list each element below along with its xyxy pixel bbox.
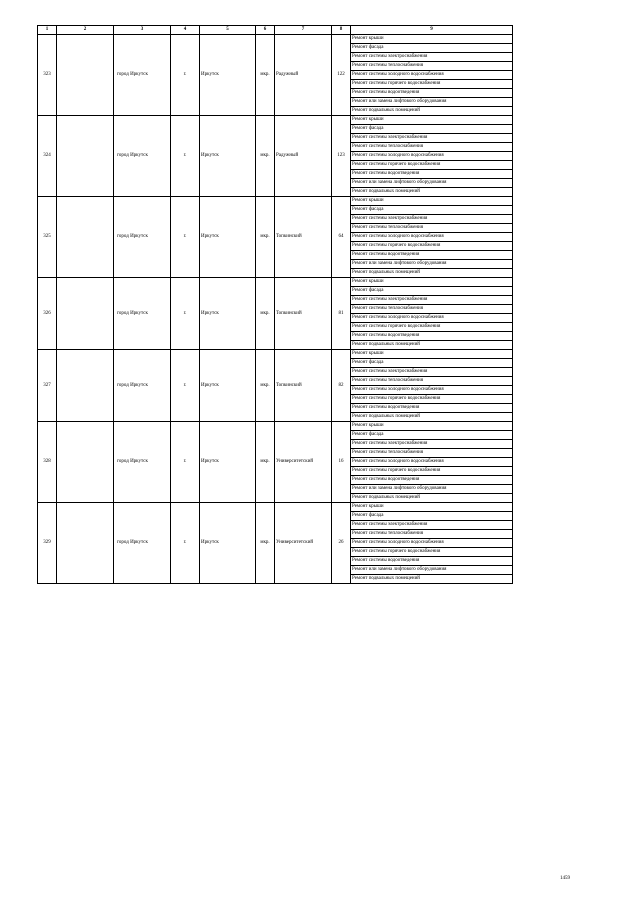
work-item: Ремонт системы электроснабжения: [351, 215, 513, 224]
work-item: Ремонт системы теплоснабжения: [351, 449, 513, 458]
place-type-cell: мкр.: [256, 278, 275, 350]
table-row: [38, 278, 513, 287]
row-number: 324: [38, 116, 57, 197]
work-item: Ремонт крыши: [351, 422, 513, 431]
settlement-type-cell: г.: [171, 197, 200, 278]
header-col-3: 3: [114, 26, 171, 35]
work-item: Ремонт фасада: [351, 44, 513, 53]
header-col-4: 4: [171, 26, 200, 35]
work-item: Ремонт крыши: [351, 278, 513, 287]
work-item: Ремонт системы горячего водоснабжения: [351, 467, 513, 476]
work-item: Ремонт системы горячего водоснабжения: [351, 395, 513, 404]
table-body: [38, 35, 513, 584]
work-item: Ремонт подвальных помещений: [351, 107, 513, 116]
settlement-cell: Иркутск: [200, 422, 256, 503]
repair-table: [37, 25, 513, 584]
table-row: [38, 197, 513, 206]
place-type-cell: мкр.: [256, 503, 275, 584]
settlement-cell: Иркутск: [200, 197, 256, 278]
house-number-cell: 82: [332, 350, 351, 422]
locality-cell: город Иркутск: [114, 350, 171, 422]
header-col-7: 7: [275, 26, 332, 35]
work-item: Ремонт или замена лифтового оборудования: [351, 179, 513, 188]
row-number: 328: [38, 422, 57, 503]
work-item: Ремонт фасада: [351, 125, 513, 134]
settlement-type-cell: г.: [171, 278, 200, 350]
place-type-cell: мкр.: [256, 116, 275, 197]
work-item: Ремонт системы теплоснабжения: [351, 143, 513, 152]
page-number: 1459: [560, 876, 570, 881]
header-col-2: 2: [57, 26, 114, 35]
settlement-cell: Иркутск: [200, 116, 256, 197]
empty-cell: [57, 197, 114, 278]
work-item: Ремонт системы горячего водоснабжения: [351, 323, 513, 332]
work-item: Ремонт крыши: [351, 503, 513, 512]
work-item: Ремонт подвальных помещений: [351, 188, 513, 197]
work-item: Ремонт системы электроснабжения: [351, 296, 513, 305]
settlement-cell: Иркутск: [200, 278, 256, 350]
place-type-cell: мкр.: [256, 35, 275, 116]
header-row: [38, 26, 513, 35]
header-col-8: 8: [332, 26, 351, 35]
work-item: Ремонт системы холодного водоснабжения: [351, 386, 513, 395]
settlement-cell: Иркутск: [200, 503, 256, 584]
work-item: Ремонт системы электроснабжения: [351, 134, 513, 143]
work-item: Ремонт крыши: [351, 35, 513, 44]
work-item: Ремонт системы горячего водоснабжения: [351, 161, 513, 170]
work-item: Ремонт системы теплоснабжения: [351, 305, 513, 314]
header-col-6: 6: [256, 26, 275, 35]
place-name-cell: Топкинский: [275, 350, 332, 422]
settlement-type-cell: г.: [171, 116, 200, 197]
place-name-cell: Радужный: [275, 35, 332, 116]
table-row: [38, 422, 513, 431]
header-col-5: 5: [200, 26, 256, 35]
work-item: Ремонт крыши: [351, 116, 513, 125]
work-item: Ремонт подвальных помещений: [351, 494, 513, 503]
row-number: 329: [38, 503, 57, 584]
work-item: Ремонт системы электроснабжения: [351, 440, 513, 449]
work-item: Ремонт фасада: [351, 359, 513, 368]
table-row: [38, 35, 513, 44]
place-name-cell: Топкинский: [275, 278, 332, 350]
work-item: Ремонт фасада: [351, 287, 513, 296]
work-item: Ремонт или замена лифтового оборудования: [351, 566, 513, 575]
settlement-type-cell: г.: [171, 422, 200, 503]
work-item: Ремонт или замена лифтового оборудования: [351, 98, 513, 107]
locality-cell: город Иркутск: [114, 422, 171, 503]
work-item: Ремонт фасада: [351, 431, 513, 440]
work-item: Ремонт системы теплоснабжения: [351, 530, 513, 539]
work-item: Ремонт подвальных помещений: [351, 269, 513, 278]
work-item: Ремонт подвальных помещений: [351, 413, 513, 422]
work-item: Ремонт системы горячего водоснабжения: [351, 548, 513, 557]
work-item: Ремонт фасада: [351, 512, 513, 521]
locality-cell: город Иркутск: [114, 116, 171, 197]
work-item: Ремонт или замена лифтового оборудования: [351, 260, 513, 269]
house-number-cell: 16: [332, 422, 351, 503]
house-number-cell: 123: [332, 116, 351, 197]
work-item: Ремонт системы теплоснабжения: [351, 377, 513, 386]
work-item: Ремонт системы водоотведения: [351, 332, 513, 341]
locality-cell: город Иркутск: [114, 278, 171, 350]
settlement-cell: Иркутск: [200, 35, 256, 116]
locality-cell: город Иркутск: [114, 197, 171, 278]
row-number: 325: [38, 197, 57, 278]
work-item: Ремонт системы водоотведения: [351, 170, 513, 179]
work-item: Ремонт фасада: [351, 206, 513, 215]
work-item: Ремонт системы холодного водоснабжения: [351, 458, 513, 467]
table-row: [38, 503, 513, 512]
work-item: Ремонт системы холодного водоснабжения: [351, 233, 513, 242]
empty-cell: [57, 116, 114, 197]
work-item: Ремонт или замена лифтового оборудования: [351, 485, 513, 494]
work-item: Ремонт системы горячего водоснабжения: [351, 242, 513, 251]
place-type-cell: мкр.: [256, 350, 275, 422]
work-item: Ремонт системы горячего водоснабжения: [351, 80, 513, 89]
work-item: Ремонт системы холодного водоснабжения: [351, 539, 513, 548]
place-name-cell: Топкинский: [275, 197, 332, 278]
work-item: Ремонт подвальных помещений: [351, 575, 513, 584]
work-item: Ремонт подвальных помещений: [351, 341, 513, 350]
empty-cell: [57, 278, 114, 350]
empty-cell: [57, 422, 114, 503]
work-item: Ремонт системы холодного водоснабжения: [351, 314, 513, 323]
row-number: 327: [38, 350, 57, 422]
work-item: Ремонт системы теплоснабжения: [351, 224, 513, 233]
settlement-type-cell: г.: [171, 503, 200, 584]
row-number: 323: [38, 35, 57, 116]
work-item: Ремонт системы электроснабжения: [351, 368, 513, 377]
work-item: Ремонт системы водоотведения: [351, 476, 513, 485]
work-item: Ремонт системы водоотведения: [351, 251, 513, 260]
header-col-9: 9: [351, 26, 513, 35]
house-number-cell: 81: [332, 278, 351, 350]
work-item: Ремонт системы теплоснабжения: [351, 62, 513, 71]
work-item: Ремонт системы холодного водоснабжения: [351, 71, 513, 80]
work-item: Ремонт системы водоотведения: [351, 557, 513, 566]
header-col-1: 1: [38, 26, 57, 35]
work-item: Ремонт системы водоотведения: [351, 89, 513, 98]
empty-cell: [57, 350, 114, 422]
empty-cell: [57, 35, 114, 116]
work-item: Ремонт системы электроснабжения: [351, 53, 513, 62]
place-type-cell: мкр.: [256, 422, 275, 503]
place-name-cell: Университетский: [275, 503, 332, 584]
house-number-cell: 64: [332, 197, 351, 278]
row-number: 326: [38, 278, 57, 350]
work-item: Ремонт системы электроснабжения: [351, 521, 513, 530]
place-name-cell: Радужный: [275, 116, 332, 197]
locality-cell: город Иркутск: [114, 35, 171, 116]
empty-cell: [57, 503, 114, 584]
work-item: Ремонт крыши: [351, 197, 513, 206]
place-name-cell: Университетский: [275, 422, 332, 503]
settlement-type-cell: г.: [171, 35, 200, 116]
settlement-cell: Иркутск: [200, 350, 256, 422]
work-item: Ремонт крыши: [351, 350, 513, 359]
work-item: Ремонт системы водоотведения: [351, 404, 513, 413]
place-type-cell: мкр.: [256, 197, 275, 278]
work-item: Ремонт системы холодного водоснабжения: [351, 152, 513, 161]
house-number-cell: 26: [332, 503, 351, 584]
settlement-type-cell: г.: [171, 350, 200, 422]
locality-cell: город Иркутск: [114, 503, 171, 584]
house-number-cell: 122: [332, 35, 351, 116]
table-row: [38, 116, 513, 125]
table-row: [38, 350, 513, 359]
